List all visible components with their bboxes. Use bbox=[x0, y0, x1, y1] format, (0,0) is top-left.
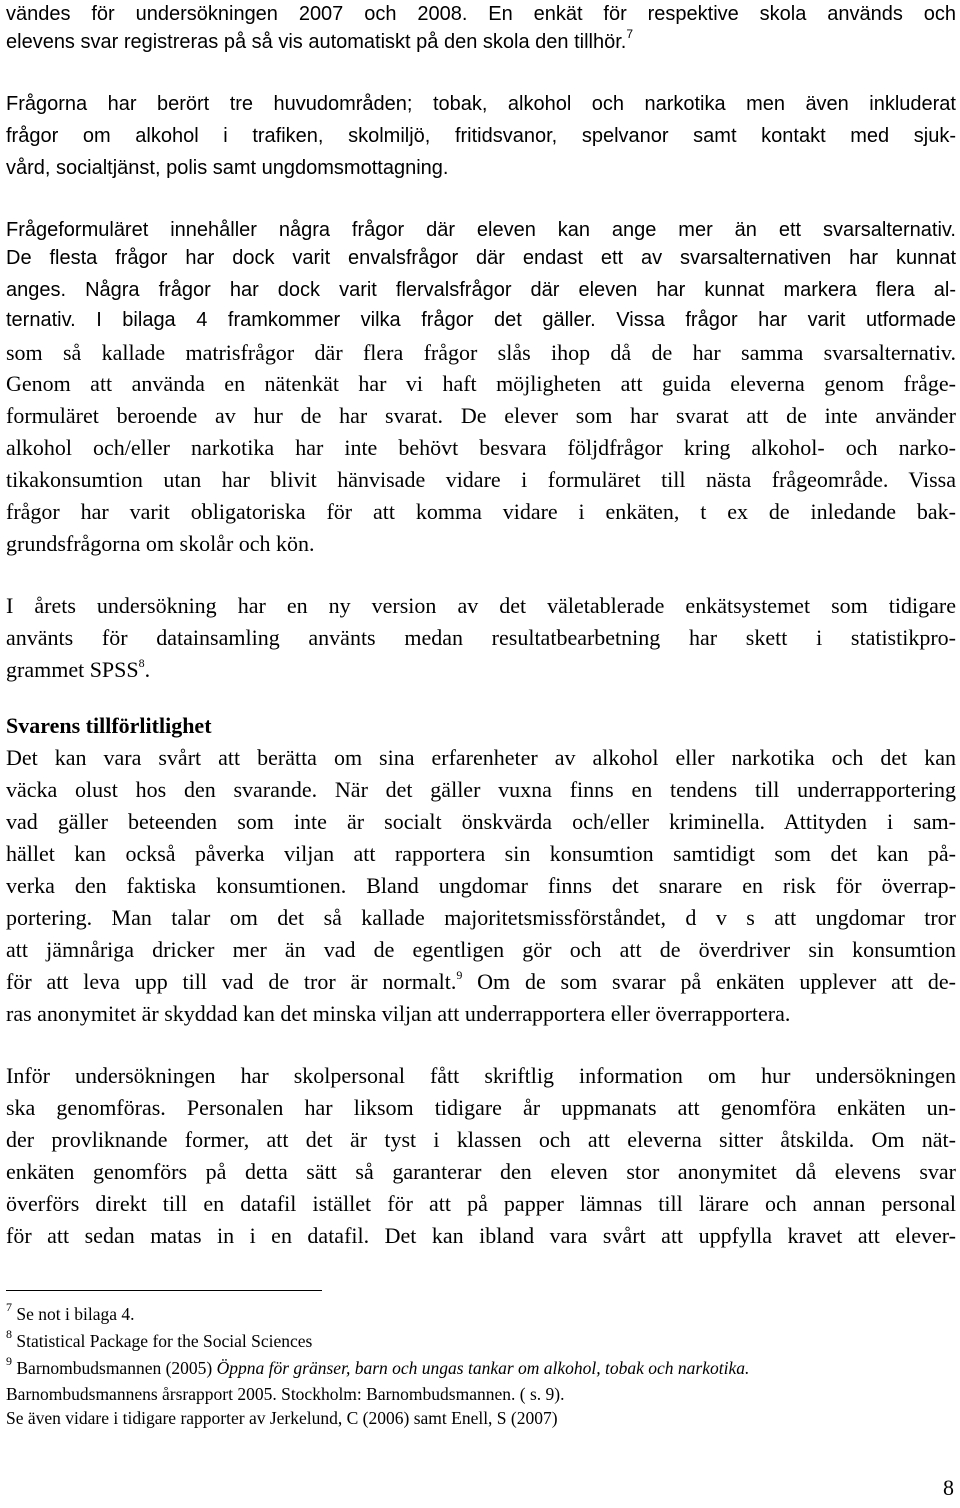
footnote-9-line2: Barnombudsmannens årsrapport 2005. Stockholm: Barnombudsmannen. ( s. 9). bbox=[6, 1384, 565, 1404]
paragraph3-line7: formuläret beroende av hur de har svarat. De elever som har svarat att de inte använder bbox=[6, 403, 956, 428]
paragraph5-line9: ras anonymitet är skyddad kan det minska viljan att underrapportera eller överrapportera. bbox=[6, 1001, 791, 1026]
footnote-9 bbox=[6, 1354, 750, 1378]
paragraph4-line3-end: . bbox=[144, 657, 151, 682]
footnote-separator bbox=[6, 1290, 322, 1291]
paragraph5-line4: hället kan också påverka viljan att rapportera sin konsumtion samtidigt som det kan på- bbox=[6, 841, 956, 866]
page-number: 8 bbox=[943, 1475, 954, 1500]
paragraph3-line8: alkohol och/eller narkotika har inte behövt besvara följdfrågor kring alkohol- och narko- bbox=[6, 435, 956, 460]
paragraph5-line3: vad gäller beteenden som inte är socialt önskvärda och/eller kriminella. Attityden i sam- bbox=[6, 809, 956, 834]
paragraph3-line1: Frågeformuläret innehåller några frågor där eleven kan ange mer än ett svarsalternativ. bbox=[6, 219, 956, 241]
footnote-7-text: Se not i bilaga 4. bbox=[12, 1304, 135, 1324]
paragraph5-line1: Det kan vara svårt att berätta om sina erfarenheter av alkohol eller narkotika och det kan bbox=[6, 745, 956, 770]
paragraph2-line2: frågor om alkohol i trafiken, skolmiljö, fritidsvanor, spelvanor samt kontakt med sjuk- bbox=[6, 125, 956, 147]
footnote-8 bbox=[6, 1327, 313, 1351]
paragraph5-line7: att jämnåriga dricker mer än vad de egentligen gör och att de överdriver sin konsumtion bbox=[6, 937, 956, 962]
paragraph2-line3: vård, socialtjänst, polis samt ungdomsmottagning. bbox=[6, 157, 449, 179]
paragraph5-line5: verka den faktiska konsumtionen. Bland ungdomar finns det snarare en risk för överrap- bbox=[6, 873, 956, 898]
paragraph3-line6: Genom att använda en nätenkät har vi haft möjligheten att guida eleverna genom fråge- bbox=[6, 371, 956, 396]
footnote-9-title: Öppna för gränser, barn och ungas tankar om alkohol, tobak och narkotika. bbox=[216, 1358, 750, 1378]
paragraph6-line1: Inför undersökningen har skolpersonal fått skriftlig information om hur undersökningen bbox=[6, 1063, 956, 1088]
paragraph3-line5: som så kallade matrisfrågor där flera frågor slås ihop då de har samma svarsalternativ. bbox=[6, 340, 956, 365]
paragraph1-line2 bbox=[6, 27, 956, 54]
paragraph3-line11: grundsfrågorna om skolår och kön. bbox=[6, 531, 315, 556]
footnote-7 bbox=[6, 1300, 135, 1324]
paragraph2-line1: Frågorna har berört tre huvudområden; tobak, alkohol och narkotika men även inkluderat bbox=[6, 93, 956, 115]
paragraph6-line5: överförs direkt till en datafil istället för att på papper lämnas till lärare och annan personal bbox=[6, 1191, 956, 1216]
footnote-9-line3: Se även vidare i tidigare rapporter av Jerkelund, C (2006) samt Enell, S (2007) bbox=[6, 1408, 558, 1428]
paragraph3-line2: De flesta frågor har dock varit envalsfrågor där endast ett av svarsalternativen har kunnat bbox=[6, 247, 956, 269]
paragraph5-line8-after: Om de som svarar på enkäten upplever att de- bbox=[462, 969, 957, 994]
footnote-ref-8: 8 bbox=[138, 655, 145, 670]
paragraph6-line6: för att sedan matas in i en datafil. Det kan ibland vara svårt att uppfylla kravet att elever- bbox=[6, 1223, 956, 1248]
paragraph4-line3-text: grammet SPSS bbox=[6, 657, 139, 682]
paragraph6-line3: der provliknande former, att det är tyst i klassen och att eleverna sitter åtskilda. Om nät- bbox=[6, 1127, 956, 1152]
paragraph4-line1: I årets undersökning har en ny version av det väletablerade enkätsystemet som tidigare bbox=[6, 593, 956, 618]
footnote-9-text: Barnombudsmannen (2005) bbox=[12, 1358, 217, 1378]
paragraph5-line6: portering. Man talar om det så kallade majoritetsmissförståndet, d v s att ungdomar tror bbox=[6, 905, 956, 930]
footnote-8-text: Statistical Package for the Social Sciences bbox=[12, 1331, 313, 1351]
paragraph5-line8 bbox=[6, 967, 957, 994]
footnote-9-number: 9 bbox=[6, 1354, 12, 1369]
paragraph3-line10: frågor har varit obligatoriska för att komma vidare i enkäten, t ex de inledande bak- bbox=[6, 499, 956, 524]
footnote-7-number: 7 bbox=[6, 1300, 12, 1315]
paragraph5-line8-text: för att leva upp till vad de tror är normalt. bbox=[6, 969, 457, 994]
paragraph1-line2-text: elevens svar registreras på så vis automatiskt på den skola den tillhör. bbox=[6, 31, 627, 53]
section-heading: Svarens tillförlitlighet bbox=[6, 713, 212, 738]
paragraph6-line2: ska genomföras. Personalen har liksom tidigare år uppmanats att genomföra enkäten un- bbox=[6, 1095, 956, 1120]
footnote-8-number: 8 bbox=[6, 1327, 12, 1342]
paragraph3-line3: anges. Några frågor har dock varit flervalsfrågor där eleven har kunnat markera flera al- bbox=[6, 279, 956, 301]
paragraph4-line3 bbox=[6, 655, 956, 682]
paragraph3-line4: ternativ. I bilaga 4 framkommer vilka frågor det gäller. Vissa frågor har varit utformade bbox=[6, 309, 956, 331]
paragraph4-line2: använts för datainsamling använts medan resultatbearbetning har skett i statistikpro- bbox=[6, 625, 956, 650]
footnote-ref-7: 7 bbox=[626, 27, 633, 42]
paragraph6-line4: enkäten genomförs på detta sätt så garanterar den eleven stor anonymitet då elevens svar bbox=[6, 1159, 956, 1184]
footnote-ref-9: 9 bbox=[456, 967, 463, 982]
paragraph3-line9: tikakonsumtion utan har blivit hänvisade vidare i formuläret till nästa frågeområde. Vissa bbox=[6, 467, 956, 492]
paragraph5-line2: väcka olust hos den svarande. När det gäller vuxna finns en tendens till underrapportering bbox=[6, 777, 956, 802]
paragraph1-line1: vändes för undersökningen 2007 och 2008. En enkät för respektive skola används och bbox=[6, 3, 956, 25]
